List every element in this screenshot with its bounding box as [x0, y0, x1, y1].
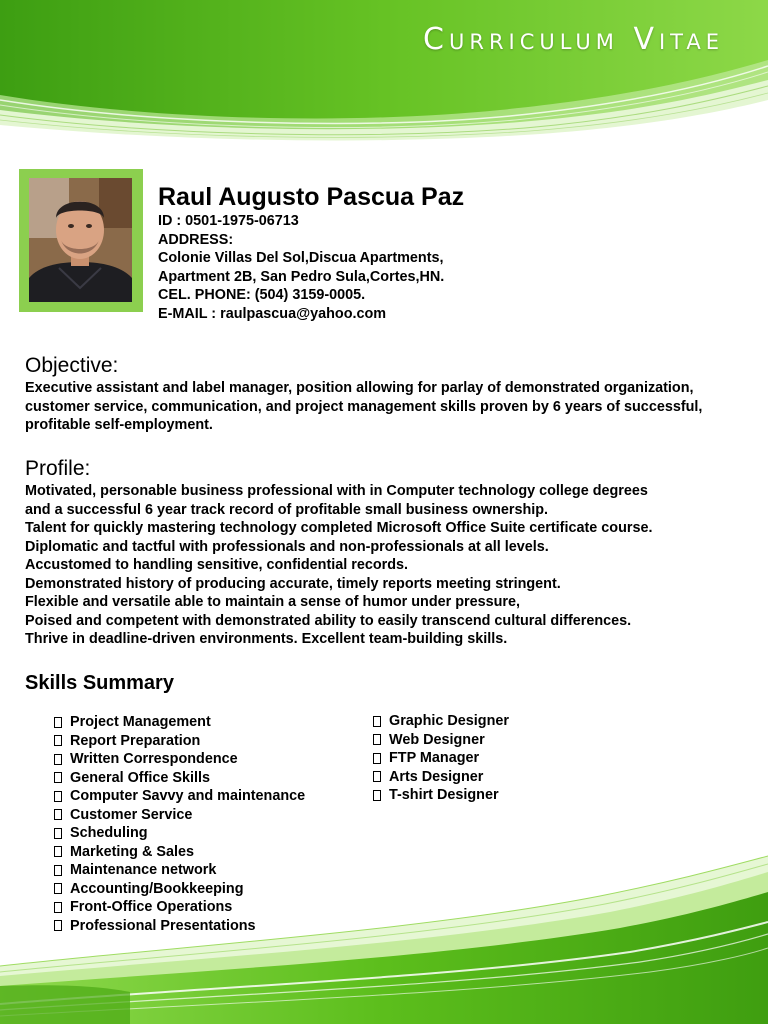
- list-item: Accounting/Bookkeeping: [54, 880, 305, 899]
- list-item: Professional Presentations: [54, 917, 305, 936]
- profile-text: [25, 482, 765, 649]
- list-item: General Office Skills: [54, 769, 305, 788]
- list-item: FTP Manager: [373, 749, 509, 768]
- cell-phone: CEL. PHONE: (504) 3159-0005.: [158, 287, 366, 303]
- list-item: Web Designer: [373, 731, 509, 750]
- address-line-1: Colonie Villas Del Sol,Discua Apartments,: [158, 250, 444, 266]
- footer-wave-graphic: [0, 836, 768, 1024]
- list-item: Computer Savvy and maintenance: [54, 787, 305, 806]
- profile-line: Poised and competent with demonstrated ability to easily transcend cultural differences.: [25, 612, 632, 629]
- list-item: Arts Designer: [373, 768, 509, 787]
- bullet-icon: [373, 716, 381, 727]
- list-item: Customer Service: [54, 806, 305, 825]
- profile-line: Motivated, personable business professional with in Computer technology college degrees: [25, 483, 648, 499]
- objective-line: profitable self-employment.: [25, 417, 213, 433]
- list-item: Marketing & Sales: [54, 843, 305, 862]
- address-line-2: Apartment 2B, San Pedro Sula,Cortes,HN.: [158, 268, 445, 285]
- list-item: Graphic Designer: [373, 712, 509, 731]
- bullet-icon: [373, 790, 381, 801]
- address-label: ADDRESS:: [158, 231, 234, 248]
- objective-heading: Objective:: [25, 354, 119, 377]
- list-item: Project Management: [54, 713, 305, 732]
- header-banner: [0, 0, 768, 160]
- list-item: Written Correspondence: [54, 750, 305, 769]
- id-number: ID : 0501-1975-06713: [158, 213, 299, 229]
- document-title: Curriculum Vitae: [423, 22, 724, 57]
- profile-line: Thrive in deadline-driven environments. Excellent team-building skills.: [25, 631, 508, 647]
- profile-line: Diplomatic and tactful with professionals and non-professionals at all levels.: [25, 538, 549, 555]
- profile-line: Flexible and versatile able to maintain a sense of humor under pressure,: [25, 594, 521, 610]
- list-item: Scheduling: [54, 824, 305, 843]
- bullet-icon: [54, 717, 62, 728]
- full-name: Raul Augusto Pascua Paz: [158, 183, 465, 211]
- list-item: T-shirt Designer: [373, 786, 509, 805]
- email: E-MAIL : raulpascua@yahoo.com: [158, 305, 387, 322]
- bullet-icon: [54, 772, 62, 783]
- bullet-icon: [54, 735, 62, 746]
- list-item: Front-Office Operations: [54, 898, 305, 917]
- skills-heading: Skills Summary: [25, 672, 174, 694]
- bullet-icon: [54, 791, 62, 802]
- bullet-icon: [373, 753, 381, 764]
- profile-heading: Profile:: [25, 457, 91, 480]
- profile-photo: [29, 178, 132, 302]
- bullet-icon: [373, 771, 381, 782]
- profile-line: Talent for quickly mastering technology completed Microsoft Office Suite certificate course.: [25, 520, 653, 536]
- objective-line: Executive assistant and label manager, position allowing for parlay of demonstrated organization,: [25, 380, 694, 396]
- contact-block: [158, 212, 444, 323]
- objective-text: [25, 379, 765, 435]
- bullet-icon: [54, 754, 62, 765]
- list-item: Report Preparation: [54, 732, 305, 751]
- bullet-icon: [54, 809, 62, 820]
- skills-list-right: [373, 712, 509, 805]
- profile-line: Accustomed to handling sensitive, confidential records.: [25, 557, 409, 573]
- list-item: Maintenance network: [54, 861, 305, 880]
- profile-line: and a successful 6 year track record of profitable small business ownership.: [25, 501, 549, 518]
- profile-line: Demonstrated history of producing accurate, timely reports meeting stringent.: [25, 575, 561, 592]
- objective-line: customer service, communication, and project management skills proven by 6 years of successful,: [25, 398, 703, 415]
- bullet-icon: [373, 734, 381, 745]
- photo-frame: [19, 169, 143, 312]
